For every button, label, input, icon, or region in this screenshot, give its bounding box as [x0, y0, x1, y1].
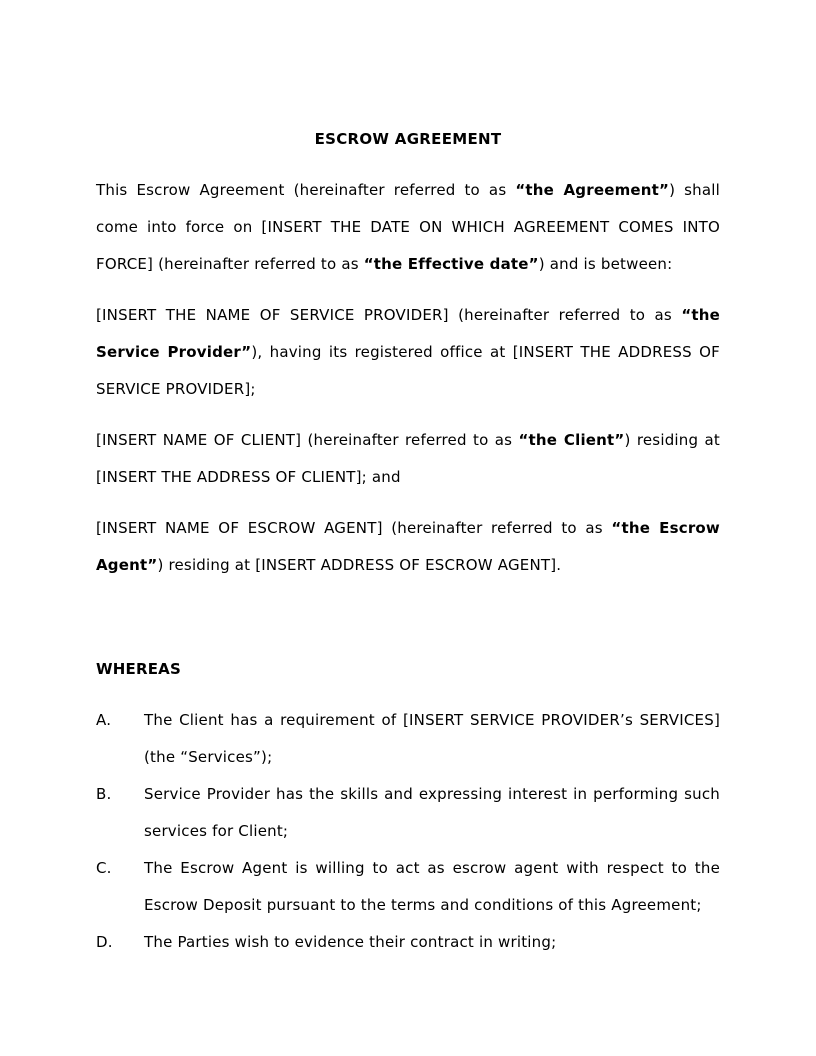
- escrow-agent-paragraph: [96, 510, 720, 584]
- intro-defined-term-effective-date: “the Effective date”: [363, 255, 539, 273]
- escrow-agent-text-2: ) residing at [INSERT ADDRESS OF ESCROW AGENT].: [157, 556, 562, 574]
- whereas-heading: WHEREAS: [96, 660, 181, 678]
- client-defined-term: “the Client”: [518, 431, 625, 449]
- intro-text-3: ) and is between:: [538, 255, 673, 273]
- intro-paragraph: [96, 172, 720, 283]
- recital-text: The Client has a requirement of [INSERT SERVICE PROVIDER’s SERVICES] (the “Services”);: [144, 711, 720, 766]
- document-title: ESCROW AGREEMENT: [314, 130, 502, 148]
- recital-item: [96, 776, 720, 850]
- escrow-agent-defined-term: “the Escrow Agent”: [96, 519, 720, 574]
- recital-item: [96, 702, 720, 776]
- recital-letter: B.: [96, 785, 112, 803]
- recital-letter: A.: [96, 711, 112, 729]
- service-provider-text-2: ), having its registered office at [INSERT THE ADDRESS OF SERVICE PROVIDER];: [96, 343, 720, 398]
- recital-letter: C.: [96, 859, 112, 877]
- service-provider-paragraph: [96, 297, 720, 408]
- escrow-agent-text-1: [INSERT NAME OF ESCROW AGENT] (hereinafter referred to as: [96, 519, 612, 537]
- recital-item: [96, 924, 720, 961]
- intro-text-2: ) shall come into force on [INSERT THE DATE ON WHICH AGREEMENT COMES INTO FORCE] (hereinafter referred to as: [96, 181, 720, 273]
- intro-text-1: This Escrow Agreement (hereinafter referred to as: [96, 181, 516, 199]
- recitals-list: [96, 702, 720, 961]
- service-provider-text-1: [INSERT THE NAME OF SERVICE PROVIDER] (hereinafter referred to as: [96, 306, 682, 324]
- intro-defined-term-agreement: “the Agreement”: [515, 181, 670, 199]
- document-page: [96, 129, 720, 961]
- client-paragraph: [96, 422, 720, 496]
- service-provider-defined-term: “the Service Provider”: [96, 306, 720, 361]
- recital-text: Service Provider has the skills and expressing interest in performing such services for Client;: [144, 785, 720, 840]
- recital-text: The Parties wish to evidence their contract in writing;: [144, 933, 557, 951]
- client-text-2: ) residing at [INSERT THE ADDRESS OF CLIENT]; and: [96, 431, 720, 486]
- recital-item: [96, 850, 720, 924]
- recital-letter: D.: [96, 933, 113, 951]
- client-text-1: [INSERT NAME OF CLIENT] (hereinafter referred to as: [96, 431, 519, 449]
- recital-text: The Escrow Agent is willing to act as escrow agent with respect to the Escrow Deposit pursuant to the terms and conditions of this Agreement;: [144, 859, 720, 914]
